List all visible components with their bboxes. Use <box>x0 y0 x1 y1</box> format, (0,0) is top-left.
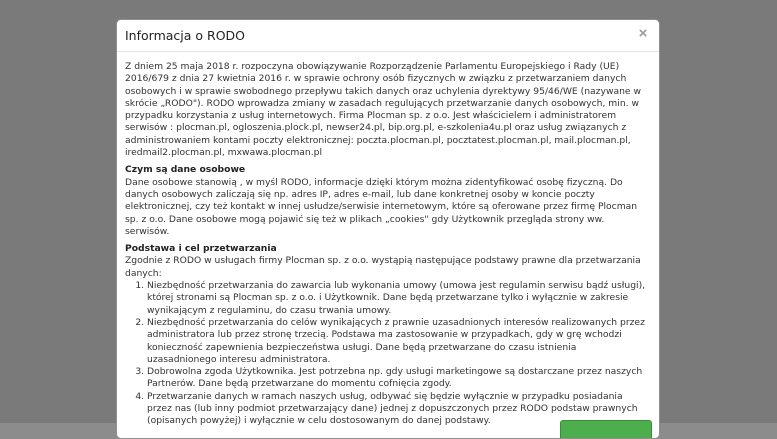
list-item: 3. Dobrowolna zgoda Użytkownika. Jest potrzebna np. gdy usługi marketingowe są dostarczane przez naszych Partnerów. Dane będą przetwarzane do momentu cofnięcia zgody. <box>147 366 647 391</box>
dialog-title: Informacja o RODO <box>125 28 246 43</box>
intro-paragraph: Z dniem 25 maja 2018 r. rozpoczyna obowiązywanie Rozporządzenie Parlamentu Europejskiego i Rady (UE) 2016/679 z dnia 27 kwietnia 2016 r. w sprawie ochrony osób fizycznych w związku z przetwarzaniem danych osobowych i w sprawie swobodnego przepływu takich danych oraz uchylenia dyrektywy 95/46/WE (nazywane w skrócie „RODO"). RODO wprowadza zmiany w zasadach regulujących przetwarzanie danych osobowych, min. w przypadku korzystania z usług internetowych. Firma Plocman sp. z o.o. Jest właścicielem i administratorem serwisów : plocman.pl, ogloszenia.plock.pl, newser24.pl, bip.org.pl, e-szkolenia4u.pl oraz usług związanych z administrowaniem kontami poczty elektronicznej: poczta.plocman.pl, pocztatest.plocman.pl, mail.plocman.pl, iredmail2.plocman.pl, mxwawa.plocman.pl <box>125 61 641 159</box>
close-icon[interactable]: × <box>636 26 650 42</box>
rodo-dialog <box>116 19 660 439</box>
section-heading-personal-data: Czym są dane osobowe <box>125 164 246 176</box>
dialog-body <box>125 61 647 428</box>
section-heading-legal-basis: Podstawa i cel przetwarzania <box>125 243 277 255</box>
list-item: 1. Niezbędność przetwarzania do zawarcia lub wykonania umowy (umowa jest regulamin serwisu bądź usługi), której stronami są Plocman sp. z o.o. i Użytkownik. Dane będą przetwarzane tylko i wyłącznie w zakresie wynikającym z regulaminu, do czasu trwania umowy. <box>147 280 647 317</box>
dialog-header <box>117 20 659 52</box>
personal-data-paragraph: Dane osobowe stanowią , w myśl RODO, informacje dzięki którym można zidentyfikować osobę fizyczną. Do danych osobowych zaliczają się np. adres IP, adres e-mail, lub dane konkretnej osoby w koncie poczty elektronicznej, czy też kontakt w innej usłudze/serwisie internetowym, które są oferowane przez firmę Plocman sp. z o.o. Dane osobowe mogą pojawić się też w plikach „cookies" gdy Użytkownik przegląda strony ww. serwisów. <box>125 176 638 237</box>
list-item: 4. Przetwarzanie danych w ramach naszych usług, odbywać się będzie wyłącznie w przypadku posiadania przez nas (lub inny podmiot przetwarzający dane) jednej z dopuszczonych przez RODO podstaw prawnych (opisanych powyżej) i wyłącznie w celu dostosowanym do danej podstawy. <box>147 391 647 428</box>
legal-basis-list <box>125 280 647 428</box>
list-item: 2. Niezbędność przetwarzania do celów wynikających z prawnie uzasadnionych interesów realizowanych przez administratora lub przez stronę trzecią. Podstawa ma zastosowanie w przypadkach, gdy w grę wchodzi konieczność zapewnienia bezpieczeństwa usługi. Dane będą przetwarzane do czasu istnienia uzasadnionego interesu administratora. <box>147 317 647 366</box>
legal-basis-intro: Zgodnie z RODO w usługach firmy Plocman sp. z o.o. wystąpią następujące podstawy prawne dla przetwarzania danych: <box>125 255 641 279</box>
